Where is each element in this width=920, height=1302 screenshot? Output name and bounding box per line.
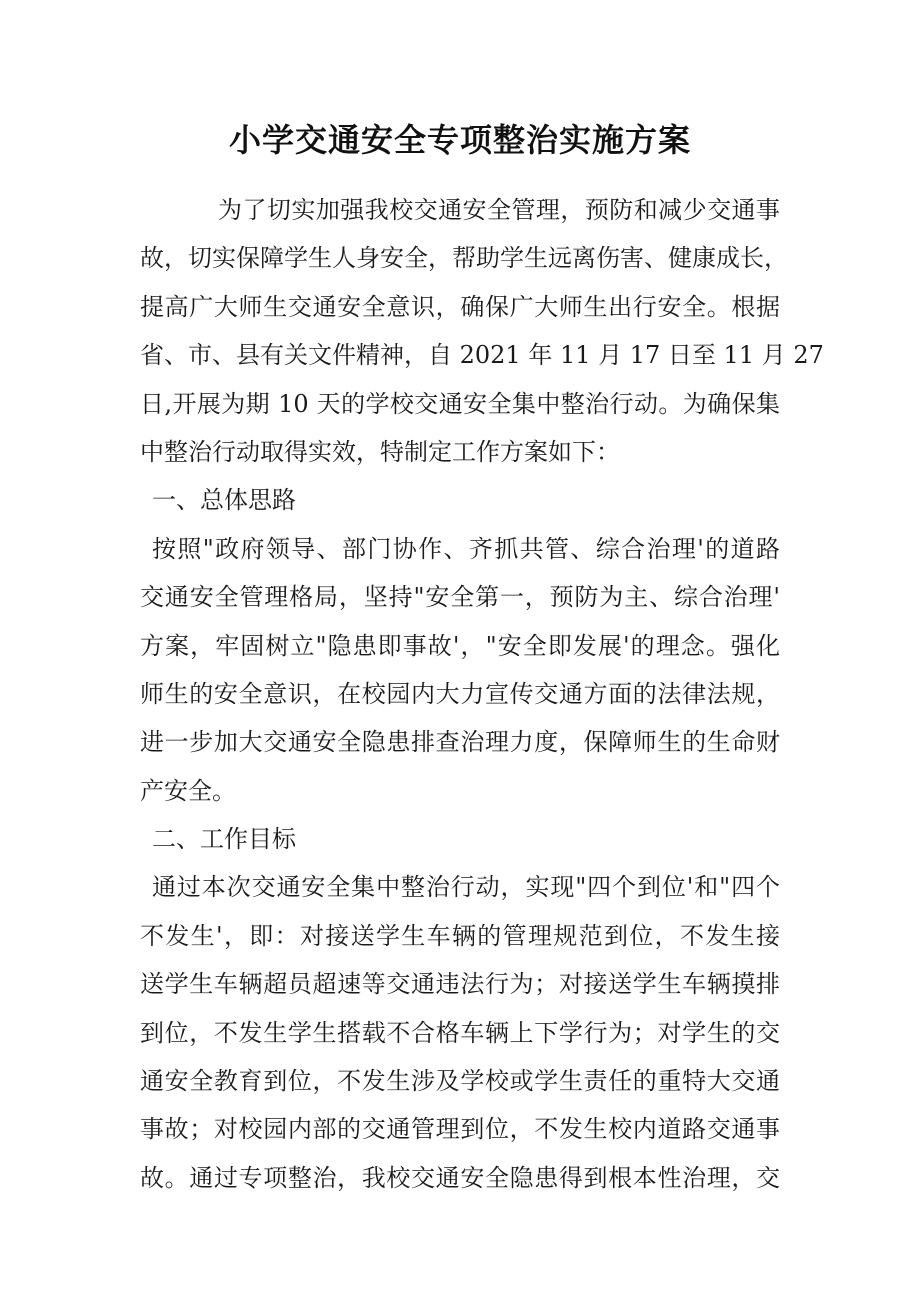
paragraph-line: 进一步加大交通安全隐患排查治理力度，保障师生的生命财: [140, 728, 780, 757]
paragraph-line: 通安全教育到位，不发生涉及学校或学生责任的重特大交通: [140, 1067, 780, 1096]
document-title: 小学交通安全专项整治实施方案: [228, 121, 691, 159]
section-heading: 一、总体思路: [152, 486, 296, 515]
paragraph-line: 省、市、县有关文件精神，自 2021 年 11 月 17 日至 11 月 27: [140, 341, 824, 370]
paragraph-line: 送学生车辆超员超速等交通违法行为；对接送学生车辆摸排: [140, 970, 780, 999]
paragraph-line: 故，切实保障学生人身安全，帮助学生远离伤害、健康成长，: [140, 244, 788, 273]
paragraph-line: 提高广大师生交通安全意识，确保广大师生出行安全。根据: [140, 292, 780, 321]
paragraph-line: 不发生'，即：对接送学生车辆的管理规范到位，不发生接: [140, 921, 780, 950]
paragraph-line: 按照"政府领导、部门协作、齐抓共管、综合治理'的道路: [152, 534, 780, 563]
paragraph-line: 日,开展为期 10 天的学校交通安全集中整治行动。为确保集: [140, 389, 780, 418]
paragraph-line: 产安全。: [140, 776, 236, 805]
paragraph-line: 师生的安全意识，在校园内大力宣传交通方面的法律法规，: [140, 679, 780, 708]
document-body: [140, 186, 824, 1202]
paragraph-line: 故。通过专项整治，我校交通安全隐患得到根本性治理，交: [140, 1163, 780, 1192]
paragraph-line: 中整治行动取得实效，特制定工作方案如下：: [140, 437, 620, 466]
paragraph-line: 为了切实加强我校交通安全管理，预防和减少交通事: [218, 196, 780, 224]
paragraph-line: 到位，不发生学生搭载不合格车辆上下学行为；对学生的交: [140, 1018, 780, 1047]
paragraph-line: 事故；对校园内部的交通管理到位，不发生校内道路交通事: [140, 1115, 780, 1144]
paragraph-line: 交通安全管理格局，坚持"安全第一，预防为主、综合治理': [140, 583, 780, 612]
paragraph-line: 通过本次交通安全集中整治行动，实现"四个到位'和"四个: [152, 873, 780, 902]
paragraph-line: 方案，牢固树立"隐患即事故'，"安全即发展'的理念。强化: [140, 631, 780, 660]
section-heading: 二、工作目标: [152, 825, 296, 854]
